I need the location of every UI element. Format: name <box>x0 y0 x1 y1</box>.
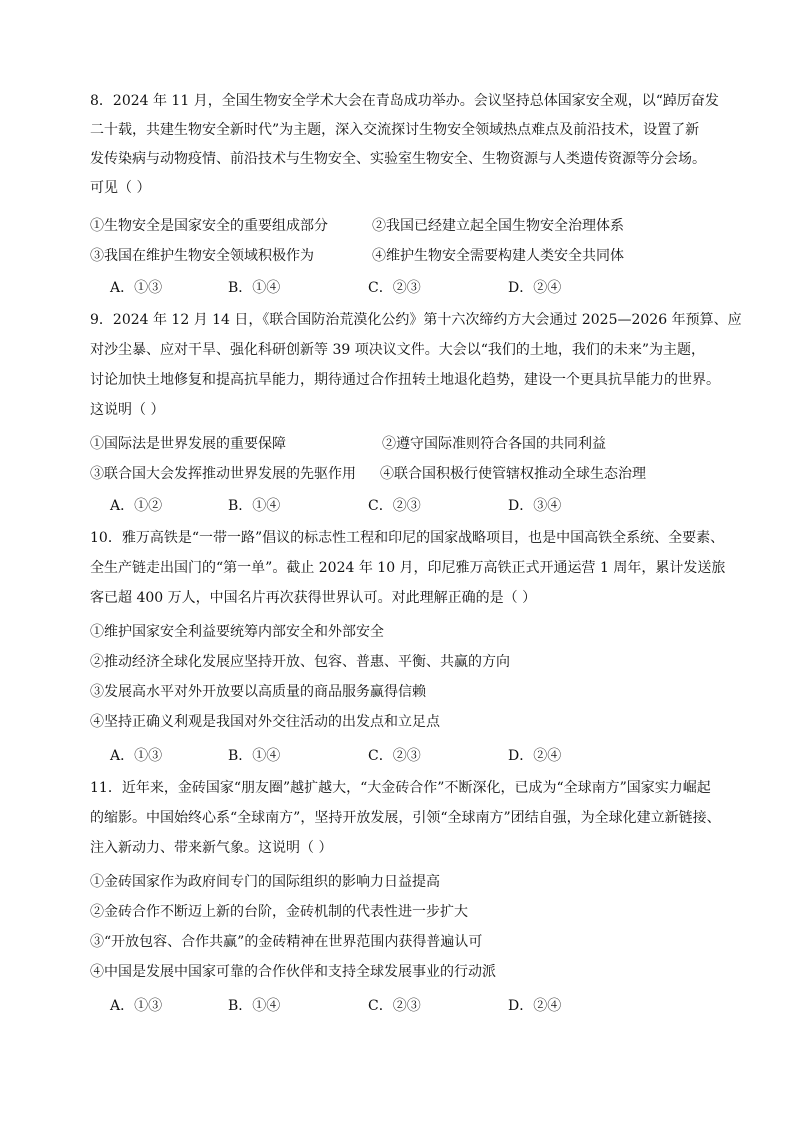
question-stem-line: 9．2024 年 12 月 14 日，《联合国防治荒漠化公约》第十六次缔约方大会通过 2025—2026 年预算、应 <box>90 312 742 328</box>
question-stem-line: 可见（ ） <box>90 180 151 196</box>
question-stem-line: 的缩影。中国始终心系“全球南方”，坚持开放发展，引领“全球南方”团结自强，为全球化建立新链接、 <box>90 810 721 826</box>
question-stem-line: 全生产链走出国门的“第一单”。截止 2024 年 10 月，印尼雅万高铁正式开通运营 1 周年，累计发送旅 <box>90 560 726 576</box>
answer-choice[interactable]: A．①② <box>110 498 163 514</box>
answer-choice[interactable]: A．①③ <box>110 280 163 296</box>
statement-option: ①国际法是世界发展的重要保障 <box>90 436 286 452</box>
question-stem-line: 这说明（ ） <box>90 402 165 418</box>
statement-option: ①生物安全是国家安全的重要组成部分 <box>90 218 328 234</box>
question-stem-line: 二十载，共建生物安全新时代”为主题，深入交流探讨生物安全领域热点难点及前沿技术，设置了新 <box>90 122 700 138</box>
statement-option: ①维护国家安全利益要统筹内部安全和外部安全 <box>90 624 384 640</box>
answer-choice[interactable]: C．②③ <box>368 998 421 1014</box>
statement-option: ③“开放包容、合作共赢”的金砖精神在世界范围内获得普遍认可 <box>90 934 483 950</box>
question-stem-line: 注入新动力、带来新气象。这说明（ ） <box>90 840 333 856</box>
answer-choice[interactable]: B．①④ <box>228 280 281 296</box>
question-stem-line: 10．雅万高铁是“一带一路”倡议的标志性工程和印尼的国家战略项目，也是中国高铁全系统、全要素、 <box>90 530 725 546</box>
answer-choice[interactable]: C．②③ <box>368 280 421 296</box>
question-stem-line: 8．2024 年 11 月，全国生物安全学术大会在青岛成功举办。会议坚持总体国家安全观，以“踔厉奋发 <box>90 93 719 109</box>
statement-option: ②金砖合作不断迈上新的台阶，金砖机制的代表性进一步扩大 <box>90 904 468 920</box>
answer-choice[interactable]: D．②④ <box>508 280 562 296</box>
statement-option: ④中国是发展中国家可靠的合作伙伴和支持全球发展事业的行动派 <box>90 964 496 980</box>
question-stem-line: 讨论加快土地修复和提高抗旱能力，期待通过合作扭转土地退化趋势，建设一个更具抗旱能力的世界。 <box>90 372 720 388</box>
statement-option: ②我国已经建立起全国生物安全治理体系 <box>372 218 624 234</box>
statement-option: ③发展高水平对外开放要以高质量的商品服务赢得信赖 <box>90 684 426 700</box>
statement-option: ③我国在维护生物安全领域积极作为 <box>90 248 314 264</box>
answer-choice[interactable]: A．①③ <box>110 998 163 1014</box>
answer-choice[interactable]: B．①④ <box>228 998 281 1014</box>
statement-option: ④坚持正确义利观是我国对外交往活动的出发点和立足点 <box>90 714 440 730</box>
question-stem-line: 客已超 400 万人，中国名片再次获得世界认可。对此理解正确的是（ ） <box>90 590 537 606</box>
question-stem-line: 11．近年来，金砖国家“朋友圈”越扩越大，“大金砖合作”不断深化，已成为“全球南方”国家实力崛起 <box>90 780 711 796</box>
statement-option: ②推动经济全球化发展应坚持开放、包容、普惠、平衡、共赢的方向 <box>90 654 510 670</box>
answer-choice[interactable]: B．①④ <box>228 748 281 764</box>
question-stem-line: 发传染病与动物疫情、前沿技术与生物安全、实验室生物安全、生物资源与人类遗传资源等分会场。 <box>90 151 706 167</box>
answer-choice[interactable]: C．②③ <box>368 498 421 514</box>
answer-choice[interactable]: D．③④ <box>508 498 562 514</box>
answer-choice[interactable]: B．①④ <box>228 498 281 514</box>
statement-option: ④联合国积极行使管辖权推动全球生态治理 <box>380 466 646 482</box>
statement-option: ②遵守国际准则符合各国的共同利益 <box>382 436 606 452</box>
statement-option: ④维护生物安全需要构建人类安全共同体 <box>372 248 624 264</box>
statement-option: ③联合国大会发挥推动世界发展的先驱作用 <box>90 466 356 482</box>
statement-option: ①金砖国家作为政府间专门的国际组织的影响力日益提高 <box>90 874 440 890</box>
answer-choice[interactable]: A．①③ <box>110 748 163 764</box>
question-stem-line: 对沙尘暴、应对干旱、强化科研创新等 39 项决议文件。大会以“我们的土地，我们的未来”为主题， <box>90 342 706 358</box>
answer-choice[interactable]: D．②④ <box>508 998 562 1014</box>
answer-choice[interactable]: C．②③ <box>368 748 421 764</box>
answer-choice[interactable]: D．②④ <box>508 748 562 764</box>
